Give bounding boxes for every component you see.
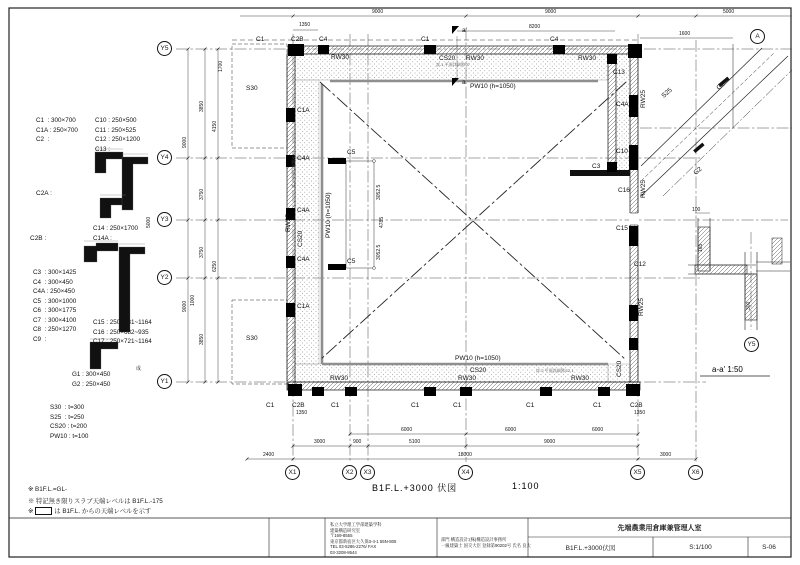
- beam-label-g2: G2: [715, 80, 727, 92]
- column-label: C2B: [630, 402, 643, 409]
- titleblock-sheet-number: S-06: [762, 543, 776, 551]
- grid-bubble-y3: Y3: [157, 212, 172, 227]
- grid-bubble-x2: X2: [342, 465, 357, 480]
- list-line: C7 : 300×4100: [33, 316, 77, 324]
- list-line: C10 : 250×500: [95, 117, 137, 124]
- dim-label: 100: [692, 207, 701, 213]
- dim-label: 9000: [545, 9, 557, 15]
- column-label: C13: [613, 69, 625, 76]
- legend-girders: [72, 370, 110, 389]
- wall-label-rw25: RW25: [640, 180, 647, 198]
- titleblock-scale: S:1/100: [689, 543, 712, 551]
- list-line: 建築構造研究室: [330, 527, 361, 533]
- slab-label-cs20: CS20: [297, 230, 304, 247]
- legend-c2b: C2B :: [30, 235, 47, 242]
- list-line: C5 : 300×1000: [33, 297, 77, 305]
- slab-label-cs20: CS20: [616, 360, 623, 377]
- grid-bubble-y1: Y1: [157, 374, 172, 389]
- list-line: 東京都新宿区大久保3-4-1 55N-805: [330, 538, 397, 544]
- list-line: C15 : 250×731~1164: [93, 319, 152, 326]
- column-label: C10: [616, 148, 628, 155]
- titleblock-project: 先端農業用倉庫兼管理人室: [617, 524, 702, 532]
- slab-label-cs20: CS20: [439, 55, 456, 62]
- wall-label-pw10: PW10 (h=1050): [455, 355, 501, 362]
- list-line: 一級建築士 国交大臣 登録第90202号 氏名 良太: [441, 542, 531, 548]
- ref-bubble-a: A: [750, 29, 765, 44]
- legend-c2a: C2A :: [36, 190, 52, 197]
- section-mark-label: a: [462, 79, 466, 86]
- column-label: C2B: [292, 402, 305, 409]
- titleblock-drawing-name: B1F.L.+3000伏図: [565, 544, 616, 552]
- ramp-group: [641, 44, 792, 196]
- dim-label: 4150: [212, 120, 218, 132]
- dim-label: 18000: [458, 452, 472, 458]
- wall-label-rw25: RW25: [640, 90, 647, 108]
- slab-label-cs20: CS20: [470, 367, 487, 374]
- section-title: a-a' 1:50: [712, 365, 743, 374]
- column-label: C1: [266, 402, 275, 409]
- column-label: C1: [421, 36, 430, 43]
- dim-label: 1600: [679, 31, 691, 37]
- plan-scale: 1:100: [512, 481, 540, 491]
- list-line: S25 : t=250: [50, 413, 85, 421]
- list-line: PW10 : t=100: [50, 432, 89, 440]
- dim-label: 8200: [529, 24, 541, 30]
- note-line: [28, 506, 151, 515]
- dim-label: 3000: [314, 439, 326, 445]
- dim-label: 300: [746, 301, 752, 310]
- dim-label: 3750: [199, 188, 205, 200]
- dim-label: 4785: [379, 216, 385, 228]
- list-line: C14A :: [93, 234, 112, 242]
- brace-cross: [320, 79, 626, 360]
- note-line: ※ 特記無き限りスラブ天端レベルは B1F.L.-175: [28, 498, 163, 505]
- column-label: C5: [347, 149, 356, 156]
- titleblock-designer: [441, 537, 531, 548]
- list-line: TEL 03-5286-2276/ FAX: [330, 544, 377, 549]
- legend-slabs: [50, 403, 88, 441]
- note-line: ※ B1F.L.=GL-: [28, 486, 68, 493]
- list-line: C1 : 300×700: [36, 117, 76, 124]
- detail-ref-note: 詳-1 平面詳細図/J7: [436, 62, 471, 67]
- grid-bubble-x5: X5: [630, 465, 645, 480]
- dim-label: 2400: [263, 452, 275, 458]
- list-line: C11 : 250×525: [95, 126, 137, 134]
- list-line: C14 : 250×1700: [93, 225, 138, 232]
- wall-label: C3: [592, 163, 601, 170]
- column-label: C4A: [616, 101, 629, 108]
- dim-label: 1350: [299, 22, 311, 28]
- dim-label: 1350: [296, 410, 308, 416]
- dim-label: 9000: [372, 9, 384, 15]
- level-box-symbol: [35, 507, 52, 515]
- wall-label-rw25: RW25: [285, 214, 292, 232]
- dim-label: 9000: [182, 300, 188, 312]
- beam-label-g2: G2: [692, 165, 704, 177]
- column-label: C1: [453, 402, 462, 409]
- column-label: C4: [550, 36, 559, 43]
- wall-label-rw30: RW30: [331, 54, 349, 61]
- column-label: C16: [618, 187, 630, 194]
- dim-label: 3052.5: [376, 184, 382, 200]
- dim-label: 9000: [544, 439, 556, 445]
- list-line: C16 : 250×682~935: [93, 328, 149, 336]
- dim-label: 6000: [505, 427, 517, 433]
- pw10-walls: [322, 81, 608, 364]
- dim-label: 5000: [723, 9, 735, 15]
- list-line: C2 :: [36, 136, 50, 143]
- dim-label: 3850: [199, 333, 205, 345]
- legend-columns-2: [33, 268, 76, 344]
- section-grid-bubble-y5: Y5: [744, 337, 759, 352]
- list-line: C8 : 250×1270: [33, 326, 77, 333]
- legend-columns-3: [95, 116, 140, 154]
- grid-bubble-x3: X3: [360, 465, 375, 480]
- legend-girder-note: 成: [136, 366, 142, 372]
- legend-columns-1: [36, 116, 78, 145]
- dim-label: 5000: [146, 216, 152, 228]
- list-line: C13 :: [95, 145, 111, 153]
- list-line: C3 : 300×1425: [33, 269, 77, 276]
- list-line: 〒169-8555: [330, 533, 353, 538]
- section-mark-label: a': [462, 27, 467, 34]
- grid-bubble-x4: X4: [458, 465, 473, 480]
- pw10-return: [325, 158, 375, 270]
- legend-columns-4: [93, 224, 138, 243]
- list-line: C6 : 300×1775: [33, 307, 77, 314]
- list-line: C1A : 250×700: [36, 126, 78, 134]
- dim-label: 3750: [199, 246, 205, 258]
- dim-label: 3000: [660, 452, 672, 458]
- dim-label: 6000: [592, 427, 604, 433]
- column-label: C4: [319, 36, 328, 43]
- grid-bubble-x6: X6: [688, 465, 703, 480]
- grid-bubble-y5: Y5: [157, 41, 172, 56]
- wall-label-rw30: RW30: [578, 55, 596, 62]
- column-label: C1: [526, 402, 535, 409]
- dim-label: 165: [698, 243, 704, 252]
- note-suffix: は B1F.L. からの天端レベルを示す: [54, 508, 152, 515]
- dim-label: 1700: [218, 60, 224, 72]
- grid-bubble-x1: X1: [285, 465, 300, 480]
- column-label: C1A: [297, 107, 310, 114]
- dim-label: 1350: [634, 410, 646, 416]
- legend-columns-5: [93, 318, 152, 347]
- detail-ref-note: 詳-2 平面詳細図/12.1: [536, 368, 574, 373]
- dim-label: 3850: [199, 100, 205, 112]
- dim-label: 6250: [212, 260, 218, 272]
- plan-title: B1F.L.+3000 伏図: [372, 483, 458, 493]
- slab-label-s30: S30: [246, 85, 258, 92]
- list-line: 私立大学理工学部建築学科: [330, 522, 382, 527]
- section-detail: [688, 213, 790, 376]
- list-line: S30 : t=300: [50, 404, 85, 411]
- wall-label-rw30: RW30: [571, 375, 589, 382]
- list-line: 03-3208-8644: [330, 549, 357, 555]
- column-label: C2B: [291, 36, 304, 43]
- list-line: CS20 : t=200: [50, 423, 87, 430]
- dim-label: 6000: [401, 427, 413, 433]
- list-line: G2 : 250×450: [72, 380, 111, 388]
- list-line: G1 : 300×450: [72, 371, 111, 378]
- titleblock-address: [330, 522, 396, 555]
- column-label: C4A: [297, 256, 310, 263]
- grid-bubble-y4: Y4: [157, 150, 172, 165]
- note-prefix: ※: [28, 508, 34, 515]
- column-label: C1: [256, 36, 265, 43]
- wall-label-rw25: RW25: [638, 298, 645, 316]
- wall-label-rw30: RW30: [330, 375, 348, 382]
- list-line: 部門 構造設計:(株)構造設計事務所: [441, 537, 507, 542]
- detail-ref-note: 詳-2 平面詳細図/12.1: [291, 150, 296, 188]
- column-label: C15: [616, 225, 628, 232]
- wall-label-rw30: RW30: [466, 55, 484, 62]
- slab-label-s30: S30: [246, 335, 258, 342]
- slab-label-s25: S25: [660, 86, 674, 100]
- column-label: C12: [634, 261, 646, 268]
- column-label: C4A: [297, 155, 310, 162]
- dim-label: 1000: [190, 294, 196, 306]
- wall-label-pw10: PW10 (h=1050): [325, 192, 332, 238]
- list-line: C4 : 300×450: [33, 278, 73, 286]
- list-line: C12 : 250×1200: [95, 136, 140, 143]
- wall-label-rw30: RW30: [458, 375, 476, 382]
- column-label: C1: [411, 402, 420, 409]
- column-label: C1A: [297, 303, 310, 310]
- list-line: C9 :: [33, 335, 47, 343]
- list-line: C4A : 250×450: [33, 288, 75, 295]
- list-line: C17 : 250×721~1164: [93, 338, 152, 345]
- column-label: C1: [593, 402, 602, 409]
- column-label: C1: [331, 402, 340, 409]
- dim-label: 3052.5: [376, 244, 382, 260]
- dim-label: 5100: [409, 439, 421, 445]
- grid-bubble-y2: Y2: [157, 270, 172, 285]
- wall-label-pw10: PW10 (h=1050): [470, 83, 516, 90]
- walls-group: [287, 46, 640, 390]
- dim-label: 9000: [182, 136, 188, 148]
- column-label: C5: [347, 258, 356, 265]
- column-label: C4A: [297, 207, 310, 214]
- dim-label: 900: [353, 439, 362, 445]
